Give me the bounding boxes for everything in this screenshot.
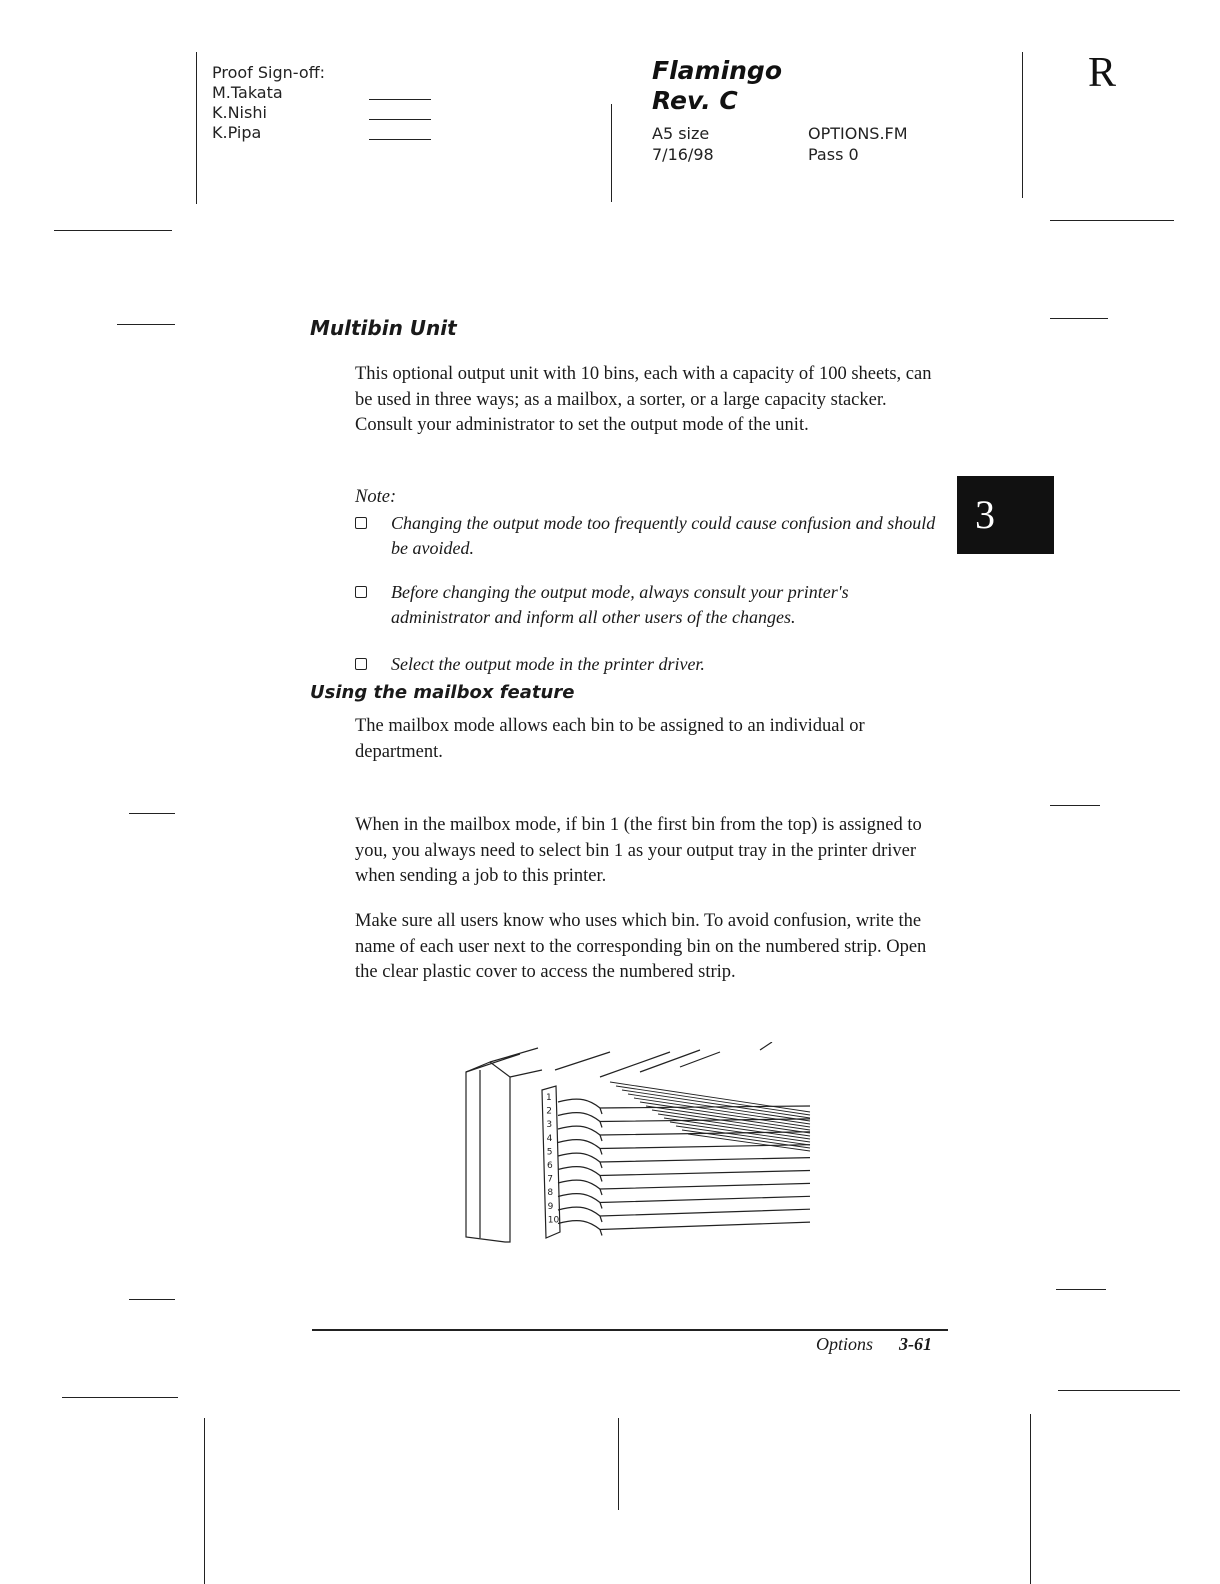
bin-tray bbox=[558, 1221, 810, 1230]
hatch-line bbox=[652, 1110, 810, 1133]
crop-mark bbox=[62, 1397, 178, 1398]
paper-size: A5 size bbox=[652, 124, 710, 143]
hatch-line bbox=[646, 1106, 810, 1130]
footer-chapter-name: Options bbox=[816, 1334, 874, 1354]
bin-number-label: 10 bbox=[547, 1215, 560, 1226]
bin-tray-lip bbox=[600, 1203, 602, 1209]
crop-mark bbox=[1050, 805, 1100, 806]
printer-side-panel bbox=[480, 1070, 542, 1238]
crop-mark bbox=[117, 324, 175, 325]
crop-mark bbox=[1050, 220, 1174, 221]
bin-number-label: 1 bbox=[546, 1093, 552, 1103]
note-item bbox=[355, 511, 947, 561]
multibin-unit-illustration bbox=[460, 1042, 820, 1262]
project-revision: Rev. C bbox=[652, 86, 738, 115]
subsection-title: Using the mailbox feature bbox=[310, 682, 575, 703]
crop-mark bbox=[129, 813, 175, 814]
bin-tray bbox=[558, 1140, 810, 1149]
bin-tray bbox=[558, 1113, 810, 1122]
signature-line bbox=[369, 119, 431, 120]
bin-tray-lip bbox=[600, 1122, 602, 1128]
body-paragraph: When in the mailbox mode, if bin 1 (the first bin from the top) is assigned to you, you always need to select bin 1 as your output tray in the printer driver when sending a job to this printer. bbox=[355, 815, 922, 886]
printer-body-outline bbox=[466, 1062, 510, 1242]
bin-tray-lip bbox=[600, 1230, 602, 1236]
signoff-name: M.Takata bbox=[212, 83, 283, 102]
note-text: Before changing the output mode, always consult your printer's administrator and inform all other users of the changes. bbox=[391, 582, 849, 627]
bin-tray-lip bbox=[600, 1189, 602, 1195]
note-label: Note: bbox=[355, 487, 397, 507]
bin-tray bbox=[558, 1167, 810, 1176]
pass-number: Pass 0 bbox=[808, 145, 859, 164]
note-text: Changing the output mode too frequently could cause confusion and should be avoided. bbox=[391, 513, 936, 558]
project-name: Flamingo bbox=[652, 56, 783, 85]
bin-tray-lip bbox=[600, 1135, 602, 1141]
crop-mark bbox=[1050, 318, 1108, 319]
unit-top-lines bbox=[555, 1042, 772, 1077]
note-item bbox=[355, 580, 947, 630]
bin-tray-lip bbox=[600, 1149, 602, 1155]
bin-tray bbox=[558, 1194, 810, 1203]
proof-signoff-block bbox=[212, 63, 325, 143]
signoff-title: Proof Sign-off: bbox=[212, 63, 326, 82]
note-item bbox=[355, 652, 947, 677]
bin-number-label: 8 bbox=[547, 1188, 554, 1199]
printer-top-edge bbox=[466, 1048, 538, 1072]
note-text: Select the output mode in the printer driver. bbox=[391, 654, 705, 674]
corner-mark: R bbox=[1088, 50, 1117, 96]
header-meta-left bbox=[652, 123, 714, 165]
crop-mark bbox=[204, 1418, 205, 1584]
signature-line bbox=[369, 99, 431, 100]
bin-tray bbox=[558, 1180, 810, 1189]
body-paragraph: The mailbox mode allows each bin to be assigned to an individual or department. bbox=[355, 716, 865, 762]
bin-stack bbox=[558, 1099, 810, 1235]
page-footer bbox=[816, 1334, 932, 1355]
signature-line bbox=[369, 139, 431, 140]
header-meta-right bbox=[808, 123, 908, 165]
crop-mark bbox=[1030, 1414, 1031, 1584]
bin-number-label: 6 bbox=[547, 1161, 553, 1171]
crop-mark bbox=[1056, 1289, 1106, 1290]
bin-number-label: 2 bbox=[546, 1106, 552, 1117]
bin-tray-lip bbox=[600, 1162, 602, 1168]
bin-tray bbox=[558, 1153, 810, 1162]
project-title bbox=[652, 56, 782, 116]
section-title: Multibin Unit bbox=[310, 316, 457, 340]
bin-tray-lip bbox=[600, 1216, 602, 1222]
header-center-vertical-rule bbox=[611, 104, 612, 202]
bin-tray-lip bbox=[600, 1108, 602, 1114]
bin-number-label: 7 bbox=[547, 1174, 553, 1185]
numbered-strip bbox=[542, 1086, 560, 1238]
crop-mark bbox=[129, 1299, 175, 1300]
bin-tray bbox=[558, 1207, 810, 1216]
checkbox-bullet-icon bbox=[355, 658, 367, 670]
header-left-vertical-rule bbox=[196, 52, 197, 204]
bin-number-label: 3 bbox=[546, 1120, 553, 1131]
bin-tray-lip bbox=[600, 1176, 602, 1182]
signoff-name: K.Pipa bbox=[212, 123, 262, 142]
page-number: 3-61 bbox=[899, 1334, 933, 1354]
file-name: OPTIONS.FM bbox=[808, 124, 908, 143]
proof-date: 7/16/98 bbox=[652, 145, 714, 164]
body-paragraph: Make sure all users know who uses which bin. To avoid confusion, write the name of each user next to the corresponding bin on the numbered strip. Open the clear plastic cover to access the numbered strip. bbox=[355, 911, 927, 982]
bin-number-label: 9 bbox=[547, 1201, 554, 1212]
crop-mark bbox=[54, 230, 172, 231]
bin-number-label: 5 bbox=[546, 1147, 553, 1158]
crop-mark bbox=[1058, 1390, 1180, 1391]
checkbox-bullet-icon bbox=[355, 517, 367, 529]
crop-mark bbox=[618, 1418, 619, 1510]
hatch-line bbox=[616, 1086, 810, 1115]
checkbox-bullet-icon bbox=[355, 586, 367, 598]
signoff-name: K.Nishi bbox=[212, 103, 267, 122]
bin-hatching bbox=[610, 1082, 810, 1151]
intro-paragraph: This optional output unit with 10 bins, each with a capacity of 100 sheets, can be used in three ways; as a mailbox, a sorter, or a large capacity stacker. Consult your administrator to set the output mode of the unit. bbox=[355, 364, 932, 435]
header-right-vertical-rule bbox=[1022, 52, 1023, 198]
bin-number-label: 4 bbox=[546, 1133, 553, 1144]
hatch-line bbox=[622, 1090, 810, 1118]
footer-rule bbox=[312, 1329, 948, 1331]
chapter-tab: 3 bbox=[957, 476, 1054, 554]
